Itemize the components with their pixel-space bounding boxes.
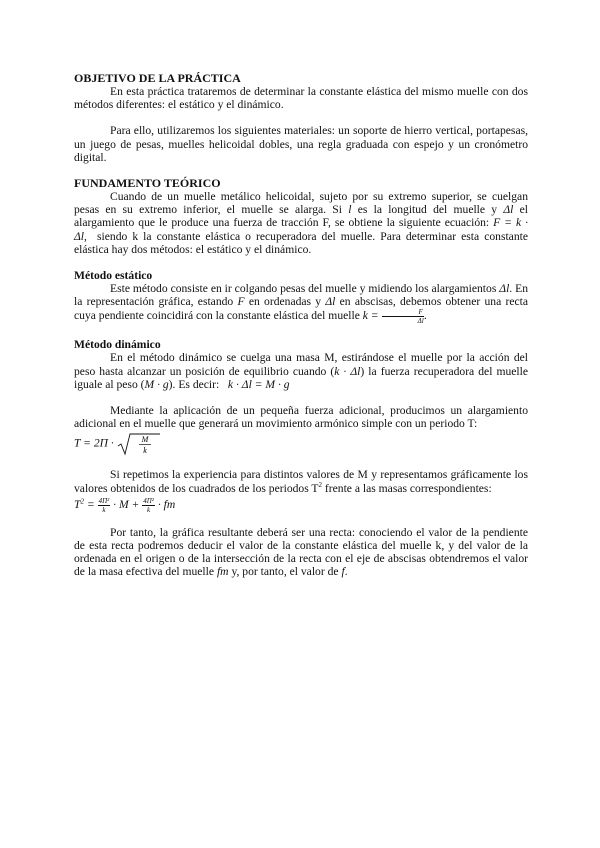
- static-method-heading: Método estático: [74, 269, 153, 283]
- document-page: [74, 72, 528, 579]
- dynamic-method-paragraph-1: En el método dinámico se cuelga una masa M, estirándose el muelle por la acción del peso hasta alcanzar un posición de equilibrio cuando (k · Δl) la fuerza recuperadora del muelle iguale al peso (M · g). Es decir: k · Δl = M · g: [74, 351, 528, 391]
- objective-paragraph-1: En esta práctica trataremos de determinar la constante elástica del mismo muelle con dos métodos diferentes: el estático y el dinámico.: [74, 85, 528, 112]
- objective-paragraph-2: Para ello, utilizaremos los siguientes materiales: un soporte de hierro vertical, portapesas, un juego de pesas, muelles helicoidal dobles, una regla graduada con espejo y un cronómetro digital.: [74, 124, 528, 164]
- slope-term-fraction: $\frac{\text{4Π²}}{k}$: [98, 496, 110, 514]
- dynamic-method-paragraph-4: Por tanto, la gráfica resultante deberá ser una recta: conociendo el valor de la pendiente de esta recta podremos deducir el valor de la constante elástica del muelle k, y del valor de la ordenada en el origen o de la intersección de la recta con el eje de abscisas obtendremos el valor de la masa efectiva del muelle fm y, por tanto, el valor de f.: [74, 525, 528, 579]
- dynamic-method-heading: Método dinámico: [74, 338, 161, 352]
- equilibrium-equation: k · Δl = M · g: [227, 377, 290, 391]
- period-fraction-numerator: M: [141, 435, 149, 445]
- dynamic-method-paragraph-3: Si repetimos la experiencia para distintos valores de M y representamos gráficamente los valores obtenidos de los cuadrados de los periodos $T^2$ frente a las masas correspondientes:: [74, 468, 528, 495]
- period-equation: T = 2Π · M k: [74, 432, 528, 456]
- theory-paragraph: Cuando de un muelle metálico helicoidal, sujeto por su extremo superior, se cuelgan pesas en su extremo inferior, el muelle se alarga. Si l es la longitud del muelle y Δl el alargamiento que le produce una fuerza de tracción F, se obtiene la siguiente ecuación: F = k · Δl, siendo k la constante elástica o recuperadora del muelle. Para determinar esta constante elástica hay dos métodos: el estático y el dinámico.: [74, 190, 528, 256]
- static-method-paragraph: Este método consiste en ir colgando pesas del muelle y midiendo los alargamientos Δl. En la representación gráfica, estando F en ordenadas y Δl en abscisas, debemos obtener una recta cuya pendiente coincidirá con la constante elástica del muelle k = $\frac{F}{\Delta l}$ .: [74, 282, 528, 326]
- slope-fraction: $\frac{F}{\Delta l}$: [382, 308, 424, 325]
- period-squared-equation: $T^2$ = $\frac{\text{4Π²}}{k}$ · M + $\frac{\text{4Π²}}{k}$ · fm: [74, 496, 176, 514]
- intercept-term-fraction: $\frac{\text{4Π²}}{k}$: [143, 496, 154, 514]
- slope-equation: k =: [362, 309, 379, 323]
- dynamic-method-paragraph-2: Mediante la aplicación de un pequeña fuerza adicional, producimos un alargamiento adicional en el muelle que generará un movimiento armónico simple con un periodo T:: [74, 404, 528, 431]
- square-root-icon: [117, 432, 161, 456]
- theory-heading: FUNDAMENTO TEÓRICO: [74, 176, 221, 191]
- force-equation: F = k · Δl,: [74, 216, 528, 243]
- objective-heading: OBJETIVO DE LA PRÁCTICA: [74, 71, 241, 85]
- period-fraction-denominator: k: [142, 446, 147, 456]
